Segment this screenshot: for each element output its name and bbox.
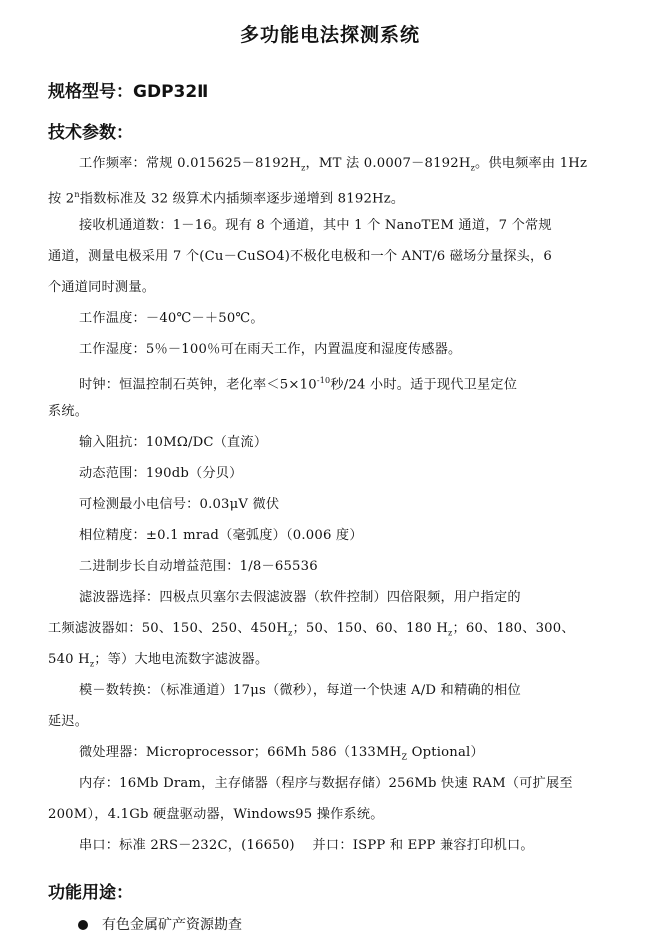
spec-humidity: 工作湿度：5％－100％可在雨天工作，内置温度和湿度传感器。 (79, 342, 462, 357)
spec-frequency-line1: 工作频率：常规 $0.015625-8192H_z$，MT 法 $0.0007-8192H_z$。供电频率由 1Hz (79, 156, 588, 173)
spec-processor: 微处理器：Microprocessor；66Mh $586(133MH_Z$ Optional） (79, 745, 484, 762)
spec-filter-line3: 540 $H_z$；等）大地电流数字滤波器。 (48, 652, 269, 669)
spec-adc-line1: 模－数转换：（标准通道）17μs（微秒），每道一个快速 A/D 和精确的相位 (79, 683, 521, 698)
spec-clock-line2: 系统。 (48, 404, 89, 419)
spec-frequency-line2: 按 2$^n$指数标准及 32 级算术内插频率逐步递增到 8192Hz。 (48, 190, 405, 207)
spec-impedance: 输入阻抗：10MΩ/DC（直流） (79, 435, 268, 450)
spec-channels-line3: 个通道同时测量。 (48, 280, 156, 295)
spec-memory-line2: 200M），4.1Gb 硬盘驱动器，Windows95 操作系统。 (48, 807, 384, 822)
spec-channels-line1: 接收机通道数：1－16。现有 8 个通道，其中 1 个 NanoTEM 通道，7 个常规 (79, 218, 552, 233)
spec-filter-line2: 工频滤波器如：50、150、250、$450H_z$；50、150、60、180 $H_z$；60、180、300、 (48, 621, 575, 638)
spec-filter-line1: 滤波器选择：四极点贝塞尔去假滤波器（软件控制）四倍限频，用户指定的 (79, 590, 521, 605)
spec-temperature: 工作温度：－40℃－＋50℃。 (79, 311, 264, 326)
spec-channels-line2: 通道，测量电极采用 7 个(Cu－CuSO4)不极化电极和一个 ANT/6 磁场分量探头，6 (48, 249, 553, 264)
tech-heading: 技术参数： (48, 123, 133, 143)
spec-dynamic-range: 动态范围：190db（分贝） (79, 466, 243, 481)
spec-min-signal: 可检测最小电信号：0.03μV 微伏 (79, 497, 280, 512)
model-value: GDP32Ⅱ (133, 82, 209, 102)
spec-gain: 二进制步长自动增益范围：1/8－65536 (79, 559, 318, 574)
usage-heading: 功能用途： (48, 883, 133, 903)
bullet-icon (78, 920, 88, 930)
tech-params (48, 148, 608, 861)
spec-adc-line2: 延迟。 (48, 714, 89, 729)
model-heading (48, 77, 208, 102)
spec-ports: 串口：标准 2RS－232C，(16650) 并口：ISPP 和 EPP 兼容打印机口。 (79, 838, 534, 853)
spec-clock-line1: 时钟：恒温控制石英钟，老化率$<5\times 10^{-10}$秒/24 小时。适于现代卫星定位 (79, 376, 518, 393)
page-title: 多功能电法探测系统 (239, 24, 420, 46)
usage-item-label: 有色金属矿产资源勘查 (102, 917, 242, 933)
list-item (78, 914, 242, 934)
model-label: 规格型号： (48, 82, 133, 102)
spec-memory-line1: 内存：16Mb Dram，主存储器（程序与数据存储）256Mb 快速 RAM（可扩展至 (79, 776, 573, 791)
spec-phase-accuracy: 相位精度：±0.1 mrad（毫弧度）（0.006 度） (79, 528, 363, 543)
